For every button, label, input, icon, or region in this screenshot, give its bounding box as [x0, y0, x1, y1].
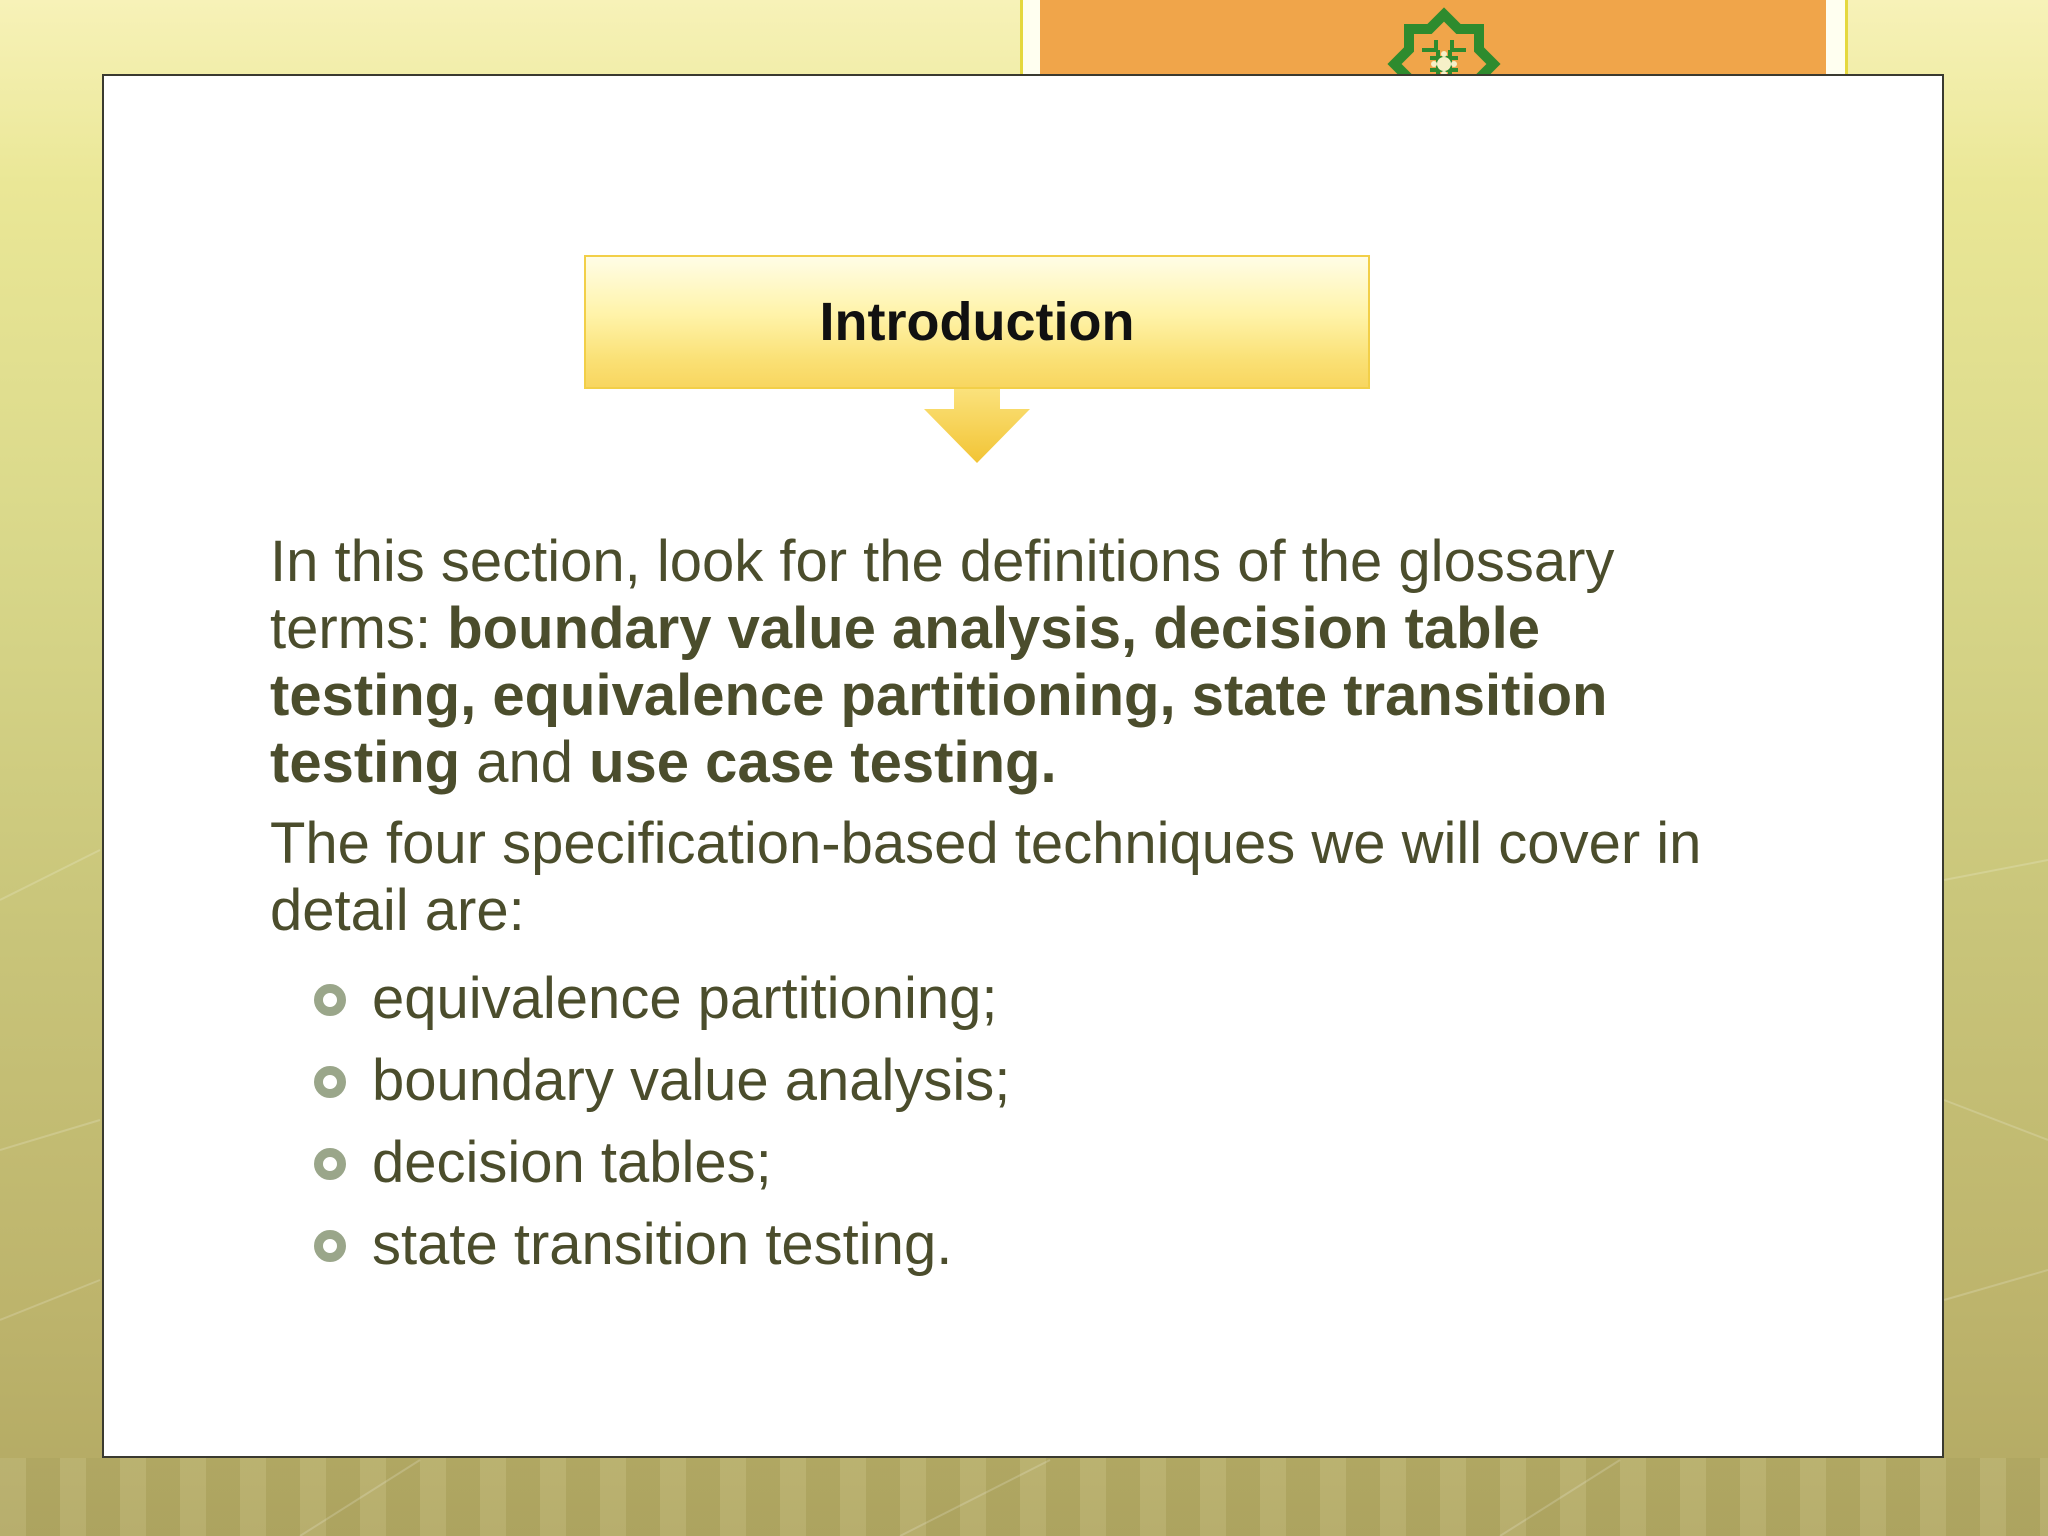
glossary-paragraph: [270, 528, 1760, 796]
list-item: [270, 1204, 1760, 1286]
glossary-term: boundary value analysis,: [447, 596, 1138, 661]
glossary-connector: and: [460, 730, 590, 795]
bullet-icon: [314, 984, 346, 1016]
slide-body: [270, 528, 1760, 1286]
techniques-paragraph: The four specification-based techniques we will cover in detail are:: [270, 811, 1702, 943]
glossary-term: equivalence partitioning,: [492, 663, 1176, 728]
glossary-term: state transition testing: [270, 663, 1608, 795]
list-item-label: state transition testing.: [372, 1212, 953, 1277]
techniques-list: [270, 958, 1760, 1286]
section-title-box: [584, 255, 1370, 389]
list-item-label: decision tables;: [372, 1130, 772, 1195]
list-item-label: boundary value analysis;: [372, 1048, 1011, 1113]
list-item: [270, 1122, 1760, 1204]
glossary-term: use case testing.: [589, 730, 1057, 795]
section-title: Introduction: [819, 292, 1135, 352]
glossary-term: decision table testing,: [270, 596, 1540, 728]
list-item: [270, 958, 1760, 1040]
glossary-prefix: In this section, look for the definitions of the glossary terms:: [270, 529, 1615, 661]
down-arrow-icon: [924, 389, 1030, 463]
bullet-icon: [314, 1230, 346, 1262]
bullet-icon: [314, 1066, 346, 1098]
list-item-label: equivalence partitioning;: [372, 966, 998, 1031]
bullet-icon: [314, 1148, 346, 1180]
list-item: [270, 1040, 1760, 1122]
